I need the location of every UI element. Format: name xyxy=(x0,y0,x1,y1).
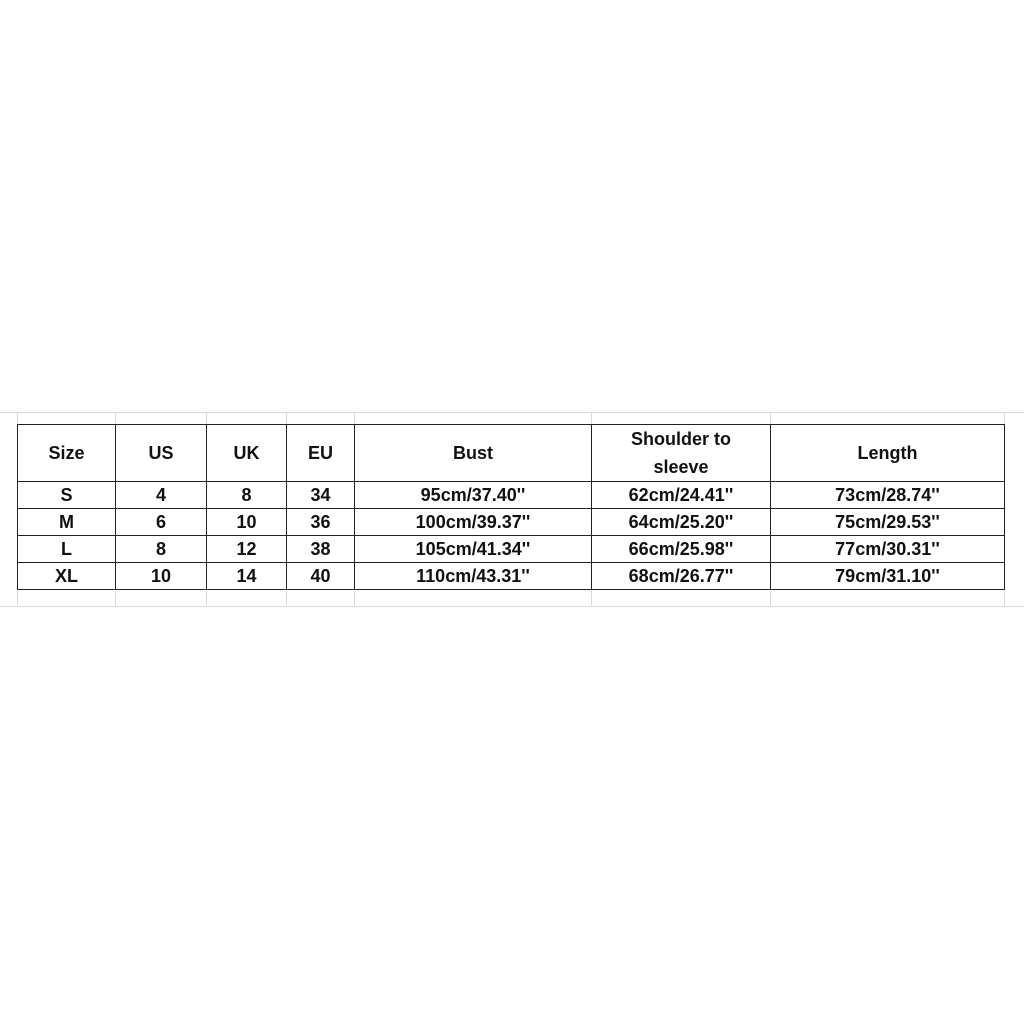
table-row xyxy=(18,563,1005,590)
cell-length: 75cm/29.53'' xyxy=(771,509,1005,536)
cell-bust: 95cm/37.40'' xyxy=(355,482,592,509)
column-header-shoulder-to-sleeve-label: Shoulder to sleeve xyxy=(631,429,731,477)
cell-us: 8 xyxy=(116,536,207,563)
cell-shoulder-to-sleeve: 64cm/25.20'' xyxy=(592,509,771,536)
cell-shoulder-to-sleeve: 68cm/26.77'' xyxy=(592,563,771,590)
cell-size: L xyxy=(18,536,116,563)
cell-size: S xyxy=(18,482,116,509)
table-row xyxy=(18,482,1005,509)
cell-us: 10 xyxy=(116,563,207,590)
cell-uk: 8 xyxy=(207,482,287,509)
cell-eu: 34 xyxy=(287,482,355,509)
size-chart-table xyxy=(17,424,1005,590)
cell-uk: 14 xyxy=(207,563,287,590)
gridline xyxy=(0,412,1024,413)
cell-bust: 105cm/41.34'' xyxy=(355,536,592,563)
cell-eu: 40 xyxy=(287,563,355,590)
cell-us: 6 xyxy=(116,509,207,536)
cell-bust: 110cm/43.31'' xyxy=(355,563,592,590)
column-header-eu: EU xyxy=(287,425,355,482)
column-header-length: Length xyxy=(771,425,1005,482)
cell-bust: 100cm/39.37'' xyxy=(355,509,592,536)
cell-uk: 12 xyxy=(207,536,287,563)
cell-length: 79cm/31.10'' xyxy=(771,563,1005,590)
table-row xyxy=(18,536,1005,563)
cell-length: 73cm/28.74'' xyxy=(771,482,1005,509)
cell-uk: 10 xyxy=(207,509,287,536)
cell-size: XL xyxy=(18,563,116,590)
table-row xyxy=(18,509,1005,536)
column-header-size: Size xyxy=(18,425,116,482)
column-header-uk: UK xyxy=(207,425,287,482)
cell-shoulder-to-sleeve: 62cm/24.41'' xyxy=(592,482,771,509)
column-header-us: US xyxy=(116,425,207,482)
column-header-shoulder-to-sleeve xyxy=(592,425,771,482)
cell-length: 77cm/30.31'' xyxy=(771,536,1005,563)
cell-eu: 36 xyxy=(287,509,355,536)
cell-eu: 38 xyxy=(287,536,355,563)
gridline xyxy=(0,606,1024,607)
cell-shoulder-to-sleeve: 66cm/25.98'' xyxy=(592,536,771,563)
cell-size: M xyxy=(18,509,116,536)
table-header-row xyxy=(18,425,1005,482)
cell-us: 4 xyxy=(116,482,207,509)
column-header-bust: Bust xyxy=(355,425,592,482)
